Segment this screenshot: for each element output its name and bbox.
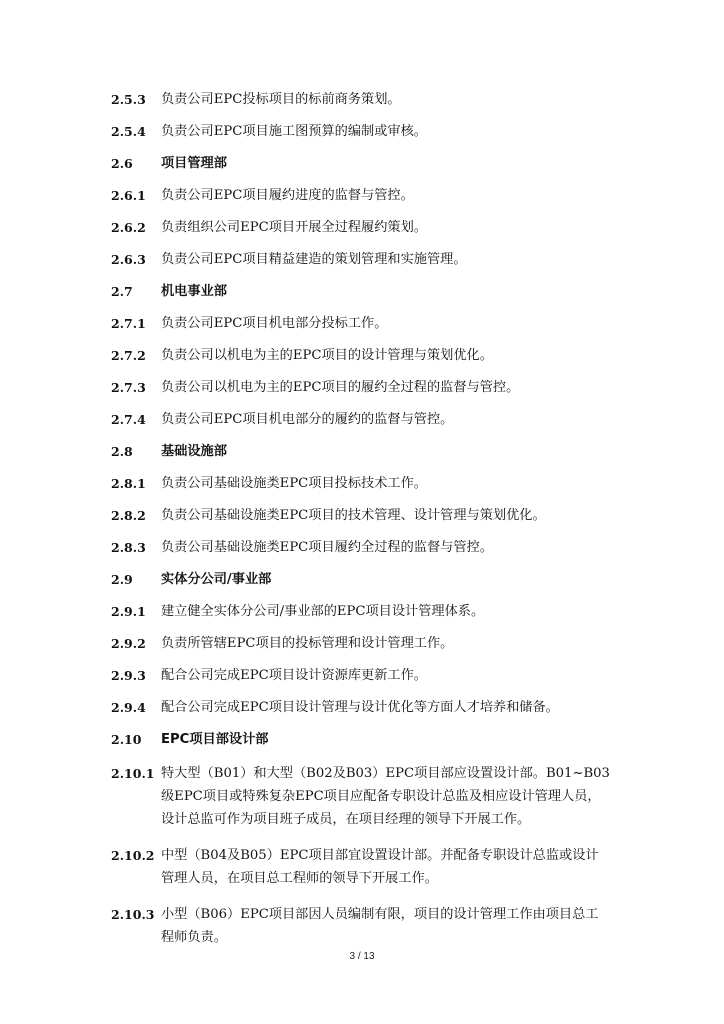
- page-number: 3 / 13: [349, 951, 375, 962]
- clause-number: 2.8.2: [111, 508, 146, 523]
- clause-text: 配合公司完成EPC项目设计管理与设计优化等方面人才培养和储备。: [161, 700, 559, 715]
- clause-number: 2.5.4: [111, 124, 146, 139]
- clause-text: 负责组织公司EPC项目开展全过程履约策划。: [161, 220, 427, 235]
- clause-text: 建立健全实体分公司/事业部的EPC项目设计管理体系。: [161, 604, 485, 619]
- clause-2-10-3: [111, 903, 611, 949]
- section-number: 2.8: [111, 444, 133, 459]
- clause-2-7-1: [111, 314, 611, 333]
- clause-2-10-2: [111, 844, 611, 890]
- section-number: 2.9: [111, 572, 133, 587]
- clause-number: 2.10.2: [111, 848, 155, 863]
- clause-2-7-4: [111, 410, 611, 429]
- clause-text: 负责公司EPC项目机电部分投标工作。: [161, 316, 388, 331]
- clause-2-9-2: [111, 634, 611, 653]
- clause-number: 2.9.1: [111, 604, 146, 619]
- section-heading-2-10: [111, 730, 611, 749]
- section-title: 实体分公司/事业部: [161, 572, 272, 587]
- clause-2-6-1: [111, 186, 611, 205]
- clause-2-10-1: [111, 762, 611, 831]
- clause-number: 2.10.3: [111, 907, 155, 922]
- clause-number: 2.9.2: [111, 636, 146, 651]
- clause-number: 2.9.3: [111, 668, 146, 683]
- clause-2-6-3: [111, 250, 611, 269]
- clause-text: 负责公司EPC项目精益建造的策划管理和实施管理。: [161, 252, 467, 267]
- clause-2-5-3: [111, 90, 611, 109]
- clause-text: 负责公司基础设施类EPC项目投标技术工作。: [161, 476, 427, 491]
- clause-text: 负责公司EPC投标项目的标前商务策划。: [161, 92, 401, 107]
- clause-number: 2.9.4: [111, 700, 146, 715]
- clause-number: 2.8.3: [111, 540, 146, 555]
- clause-2-7-3: [111, 378, 611, 397]
- clause-text: 中型（B04及B05）EPC项目部宜设置设计部。并配备专职设计总监或设计管理人员，在项目总工程师的领导下开展工作。: [161, 848, 599, 886]
- clause-2-5-4: [111, 122, 611, 141]
- section-number: 2.7: [111, 284, 133, 299]
- clause-number: 2.5.3: [111, 92, 146, 107]
- clause-number: 2.8.1: [111, 476, 146, 491]
- clause-text: 负责公司EPC项目履约进度的监督与管控。: [161, 188, 414, 203]
- clause-2-9-3: [111, 666, 611, 685]
- clause-2-7-2: [111, 346, 611, 365]
- clause-text: 配合公司完成EPC项目设计资源库更新工作。: [161, 668, 427, 683]
- clause-2-8-3: [111, 538, 611, 557]
- clause-number: 2.7.1: [111, 316, 146, 331]
- section-title: 机电事业部: [161, 284, 227, 299]
- clause-number: 2.6.2: [111, 220, 146, 235]
- section-number: 2.10: [111, 732, 142, 747]
- clause-text: 负责公司以机电为主的EPC项目的履约全过程的监督与管控。: [161, 380, 520, 395]
- clause-number: 2.7.4: [111, 412, 146, 427]
- section-heading-2-7: [111, 282, 611, 301]
- section-number: 2.6: [111, 156, 133, 171]
- clause-number: 2.7.3: [111, 380, 146, 395]
- section-heading-2-9: [111, 570, 611, 589]
- clause-text: 负责公司基础设施类EPC项目的技术管理、设计管理与策划优化。: [161, 508, 546, 523]
- clause-text: 负责所管辖EPC项目的投标管理和设计管理工作。: [161, 636, 454, 651]
- clause-text: 小型（B06）EPC项目部因人员编制有限，项目的设计管理工作由项目总工程师负责。: [161, 907, 599, 945]
- clause-number: 2.6.1: [111, 188, 146, 203]
- clause-number: 2.7.2: [111, 348, 146, 363]
- clause-text: 负责公司以机电为主的EPC项目的设计管理与策划优化。: [161, 348, 493, 363]
- clause-2-6-2: [111, 218, 611, 237]
- clause-2-9-4: [111, 698, 611, 717]
- clause-number: 2.10.1: [111, 766, 155, 781]
- section-title: EPC项目部设计部: [161, 732, 269, 747]
- section-list: [111, 90, 611, 962]
- section-heading-2-8: [111, 442, 611, 461]
- clause-number: 2.6.3: [111, 252, 146, 267]
- section-title: 项目管理部: [161, 156, 227, 171]
- section-heading-2-6: [111, 154, 611, 173]
- section-title: 基础设施部: [161, 444, 227, 459]
- clause-2-8-2: [111, 506, 611, 525]
- clause-text: 负责公司EPC项目机电部分的履约的监督与管控。: [161, 412, 454, 427]
- clause-text: 特大型（B01）和大型（B02及B03）EPC项目部应设置设计部。B01~B03级EPC项目或特殊复杂EPC项目应配备专职设计总监及相应设计管理人员，设计总监可作为项目班子成员，在项目经理的领导下开展工作。: [161, 766, 610, 827]
- clause-2-8-1: [111, 474, 611, 493]
- clause-text: 负责公司基础设施类EPC项目履约全过程的监督与管控。: [161, 540, 493, 555]
- clause-text: 负责公司EPC项目施工图预算的编制或审核。: [161, 124, 427, 139]
- clause-2-9-1: [111, 602, 611, 621]
